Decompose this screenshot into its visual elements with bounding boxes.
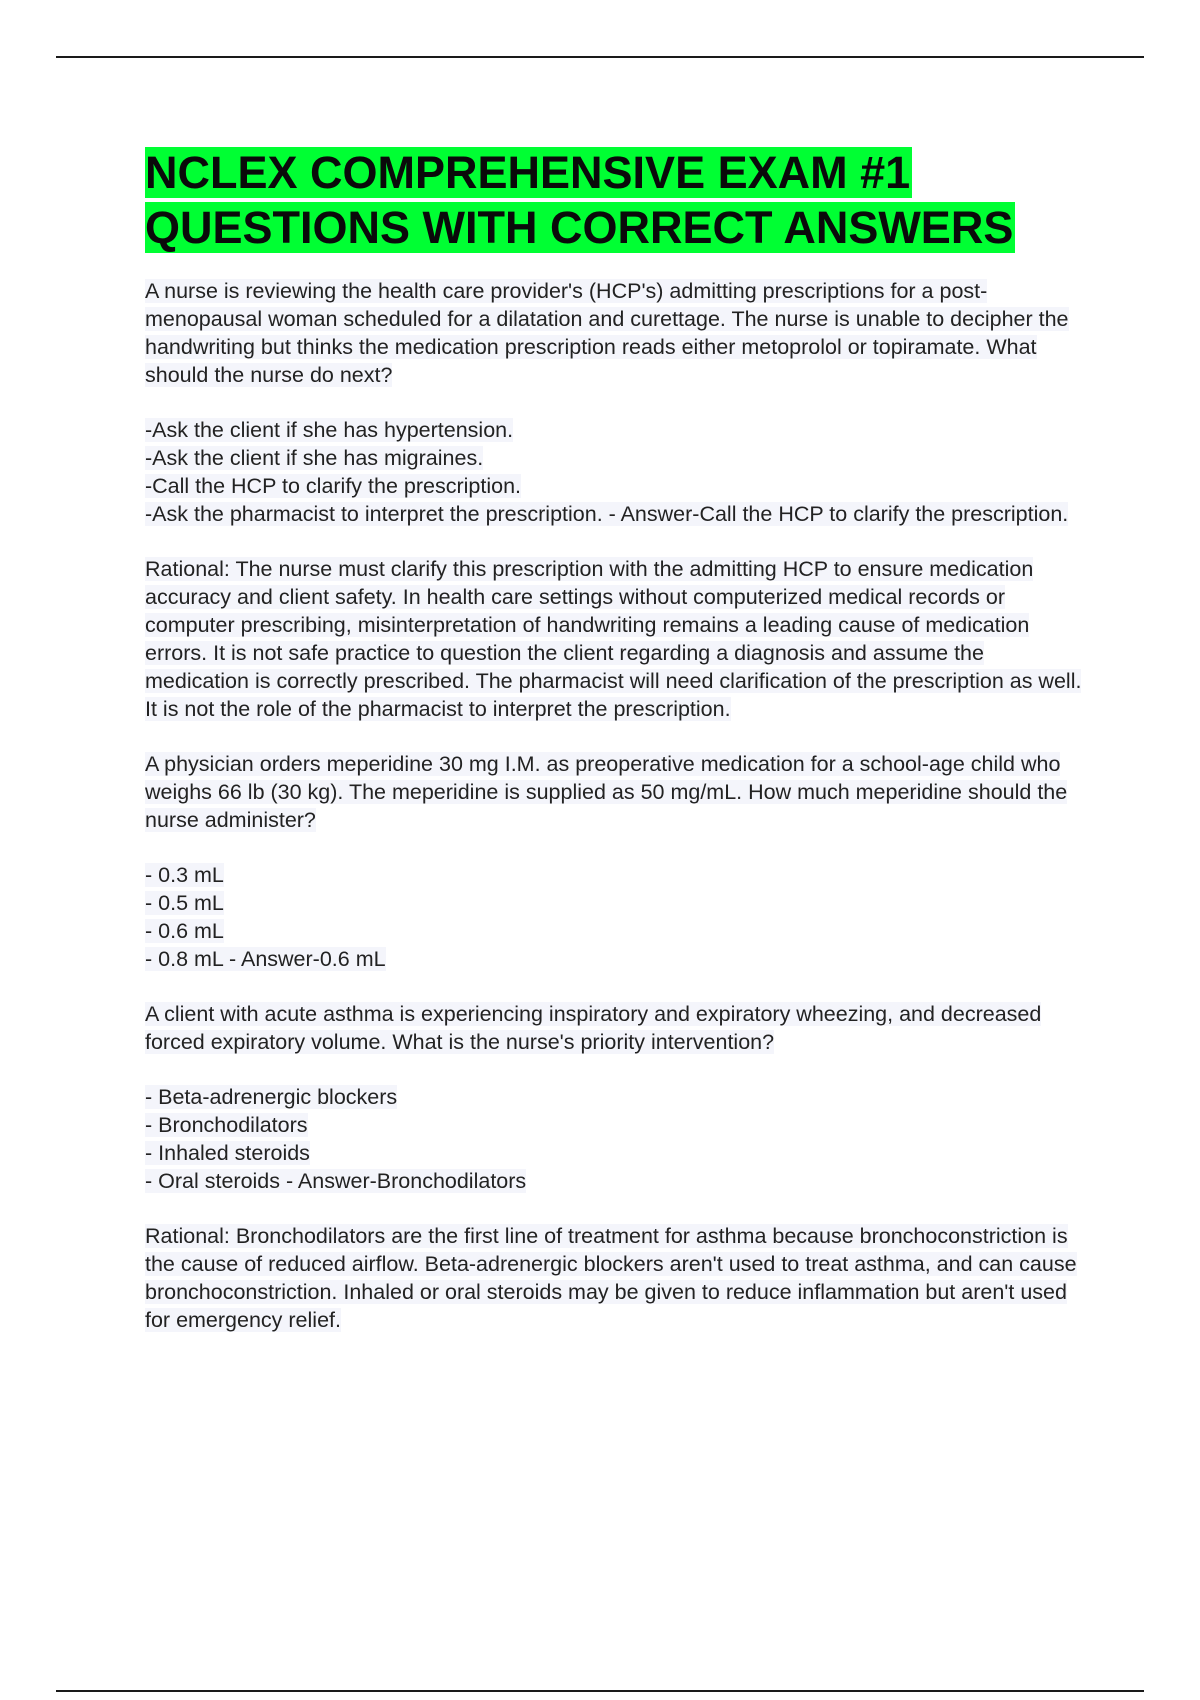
- rationale-3-text: Rational: Bronchodilators are the first line of treatment for asthma because bronchoconstriction is the cause of reduced airflow. Beta-adrenergic blockers aren't used to treat asthma, and can cause bronchoconstriction. Inhaled or oral steroids may be given to reduce inflammation but aren't used for emergency relief.: [145, 1224, 1077, 1332]
- option-line-with-answer: - 0.8 mL - Answer-0.6 mL: [145, 947, 386, 971]
- option-line-with-answer: -Ask the pharmacist to interpret the prescription. - Answer-Call the HCP to clarify the prescription.: [145, 502, 1069, 526]
- title-line-2: QUESTIONS WITH CORRECT ANSWERS: [145, 202, 1014, 253]
- option-line: - 0.5 mL: [145, 891, 224, 915]
- bottom-rule: [56, 1690, 1144, 1692]
- rationale-3: [145, 1222, 1090, 1334]
- rationale-1-text: Rational: The nurse must clarify this prescription with the admitting HCP to ensure medication accuracy and client safety. In health care settings without computerized medical records or computer prescribing, misinterpretation of handwriting remains a leading cause of medication errors. It is not safe practice to question the client regarding a diagnosis and assume the medication is correctly prescribed. The pharmacist will need clarification of the prescription as well. It is not the role of the pharmacist to interpret the prescription.: [145, 557, 1082, 721]
- question-1-text: A nurse is reviewing the health care provider's (HCP's) admitting prescriptions for a post-menopausal woman scheduled for a dilatation and curettage. The nurse is unable to decipher the handwriting but thinks the medication prescription reads either metoprolol or topiramate. What should the nurse do next?: [145, 279, 1069, 387]
- option-line-with-answer: - Oral steroids - Answer-Bronchodilators: [145, 1169, 527, 1193]
- option-line: - 0.3 mL: [145, 863, 224, 887]
- option-line: -Ask the client if she has hypertension.: [145, 418, 514, 442]
- question-2-text: A physician orders meperidine 30 mg I.M. as preoperative medication for a school-age child who weighs 66 lb (30 kg). The meperidine is supplied as 50 mg/mL. How much meperidine should the nurse administer?: [145, 752, 1068, 832]
- option-line: - Bronchodilators: [145, 1113, 308, 1137]
- document-title: [145, 145, 1090, 255]
- option-line: -Call the HCP to clarify the prescription.: [145, 474, 521, 498]
- rationale-1: [145, 555, 1090, 723]
- document-body: [145, 145, 1090, 1361]
- option-line: - 0.6 mL: [145, 919, 224, 943]
- question-3-text: A client with acute asthma is experiencing inspiratory and expiratory wheezing, and decreased forced expiratory volume. What is the nurse's priority intervention?: [145, 1002, 1042, 1054]
- option-line: - Beta-adrenergic blockers: [145, 1085, 398, 1109]
- title-line-1: NCLEX COMPREHENSIVE EXAM #1: [145, 147, 911, 198]
- question-2: [145, 750, 1090, 834]
- option-line: -Ask the client if she has migraines.: [145, 446, 484, 470]
- question-3: [145, 1000, 1090, 1056]
- question-2-options: [145, 861, 1090, 973]
- option-line: - Inhaled steroids: [145, 1141, 310, 1165]
- question-3-options: [145, 1083, 1090, 1195]
- top-rule: [56, 56, 1144, 58]
- question-1: [145, 277, 1090, 389]
- question-1-options: [145, 416, 1090, 528]
